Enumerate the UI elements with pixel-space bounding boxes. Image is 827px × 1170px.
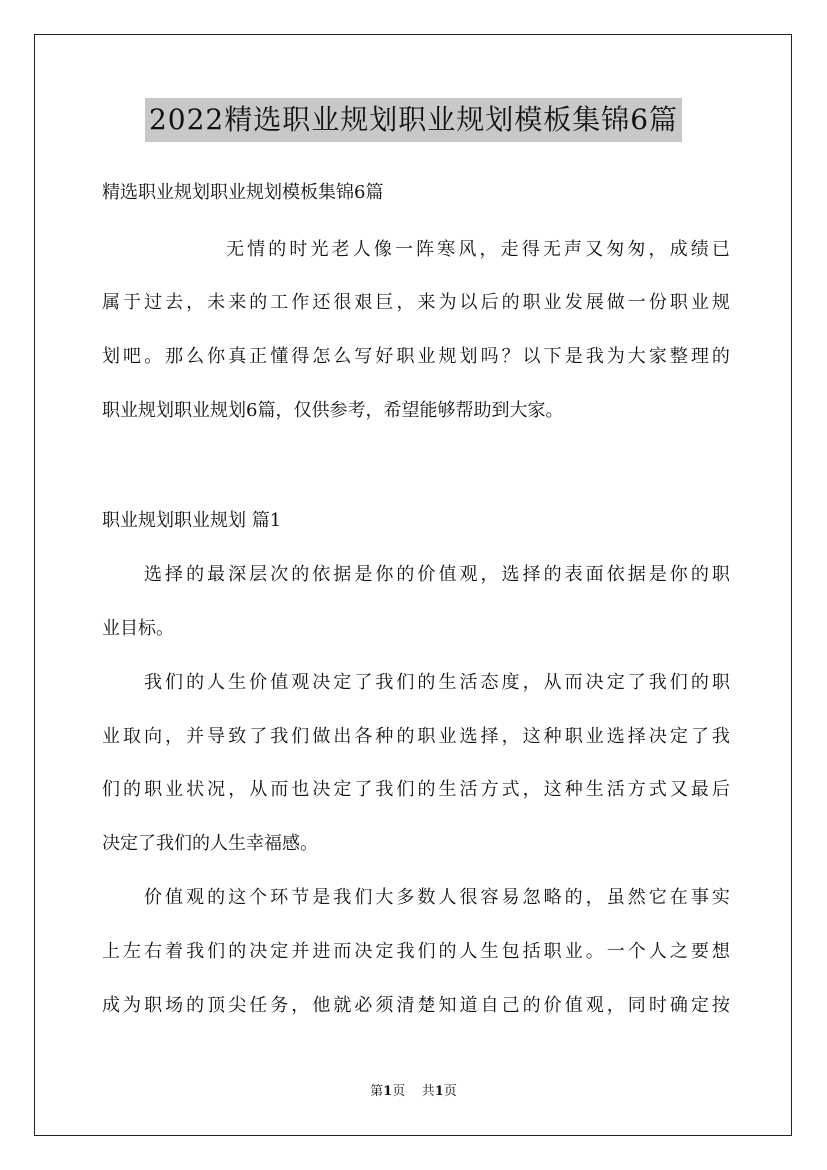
- intro-line-1: 无 情 的 时 光 老 人 像 一 阵 寒 风 ， 走 得 无 声 又 匆 匆 ， 成 绩 已: [226, 239, 730, 260]
- intro-line-4: 职业规划职业规划6篇，仅供参考，希望能够帮助到大家。: [102, 400, 564, 421]
- title-container: [0, 98, 827, 142]
- document-title: 2022精选职业规划职业规划模板集锦6篇: [145, 98, 682, 142]
- para2-line-2: 业 取 向 ， 并 导 致 了 我 们 做 出 各 种 的 职 业 选 择 ， 这 种 职 业 选 择 决 定 了 我: [102, 726, 730, 747]
- para1-line-2: 业目标。: [102, 618, 174, 639]
- para3-line-2: 上 左 右 着 我 们 的 决 定 并 进 而 决 定 我 们 的 人 生 包 括 职 业 。 一 个 人 之 要 想: [102, 941, 730, 962]
- para3-line-1: 价 值 观 的 这 个 环 节 是 我 们 大 多 数 人 很 容 易 忽 略 的 ， 虽 然 它 在 事 实: [144, 887, 730, 908]
- intro-line-2: 属 于 过 去 ， 未 来 的 工 作 还 很 艰 巨 ， 来 为 以 后 的 职 业 发 展 做 一 份 职 业 规: [102, 292, 730, 313]
- document-subtitle: 精选职业规划职业规划模板集锦6篇: [102, 182, 384, 203]
- page-footer: [0, 1083, 827, 1101]
- footer-page-prefix: 第: [370, 1084, 384, 1099]
- para3-line-3: 成 为 职 场 的 顶 尖 任 务 ， 他 就 必 须 清 楚 知 道 自 己 的 价 值 观 ， 同 时 确 定 按: [102, 995, 730, 1016]
- para2-line-4: 决定了我们的人生幸福感。: [102, 833, 318, 854]
- para1-line-1: 选 择 的 最 深 层 次 的 依 据 是 你 的 价 值 观 ， 选 择 的 表 面 依 据 是 你 的 职: [144, 564, 730, 585]
- para2-line-1: 我 们 的 人 生 价 值 观 决 定 了 我 们 的 生 活 态 度 ， 从 而 决 定 了 我 们 的 职: [144, 672, 730, 693]
- footer-page-number: 1: [383, 1084, 393, 1099]
- footer-total-prefix: 共: [421, 1084, 435, 1099]
- para2-line-3: 们 的 职 业 状 况 ， 从 而 也 决 定 了 我 们 的 生 活 方 式 ， 这 种 生 活 方 式 又 最 后: [102, 779, 730, 800]
- footer-total-number: 1: [434, 1084, 444, 1099]
- intro-line-3: 划 吧 。 那 么 你 真 正 懂 得 怎 么 写 好 职 业 规 划 吗 ？ 以 下 是 我 为 大 家 整 理 的: [102, 346, 730, 367]
- footer-page-suffix: 页: [392, 1084, 406, 1099]
- section-heading: 职业规划职业规划 篇1: [102, 510, 282, 531]
- footer-total-suffix: 页: [443, 1084, 457, 1099]
